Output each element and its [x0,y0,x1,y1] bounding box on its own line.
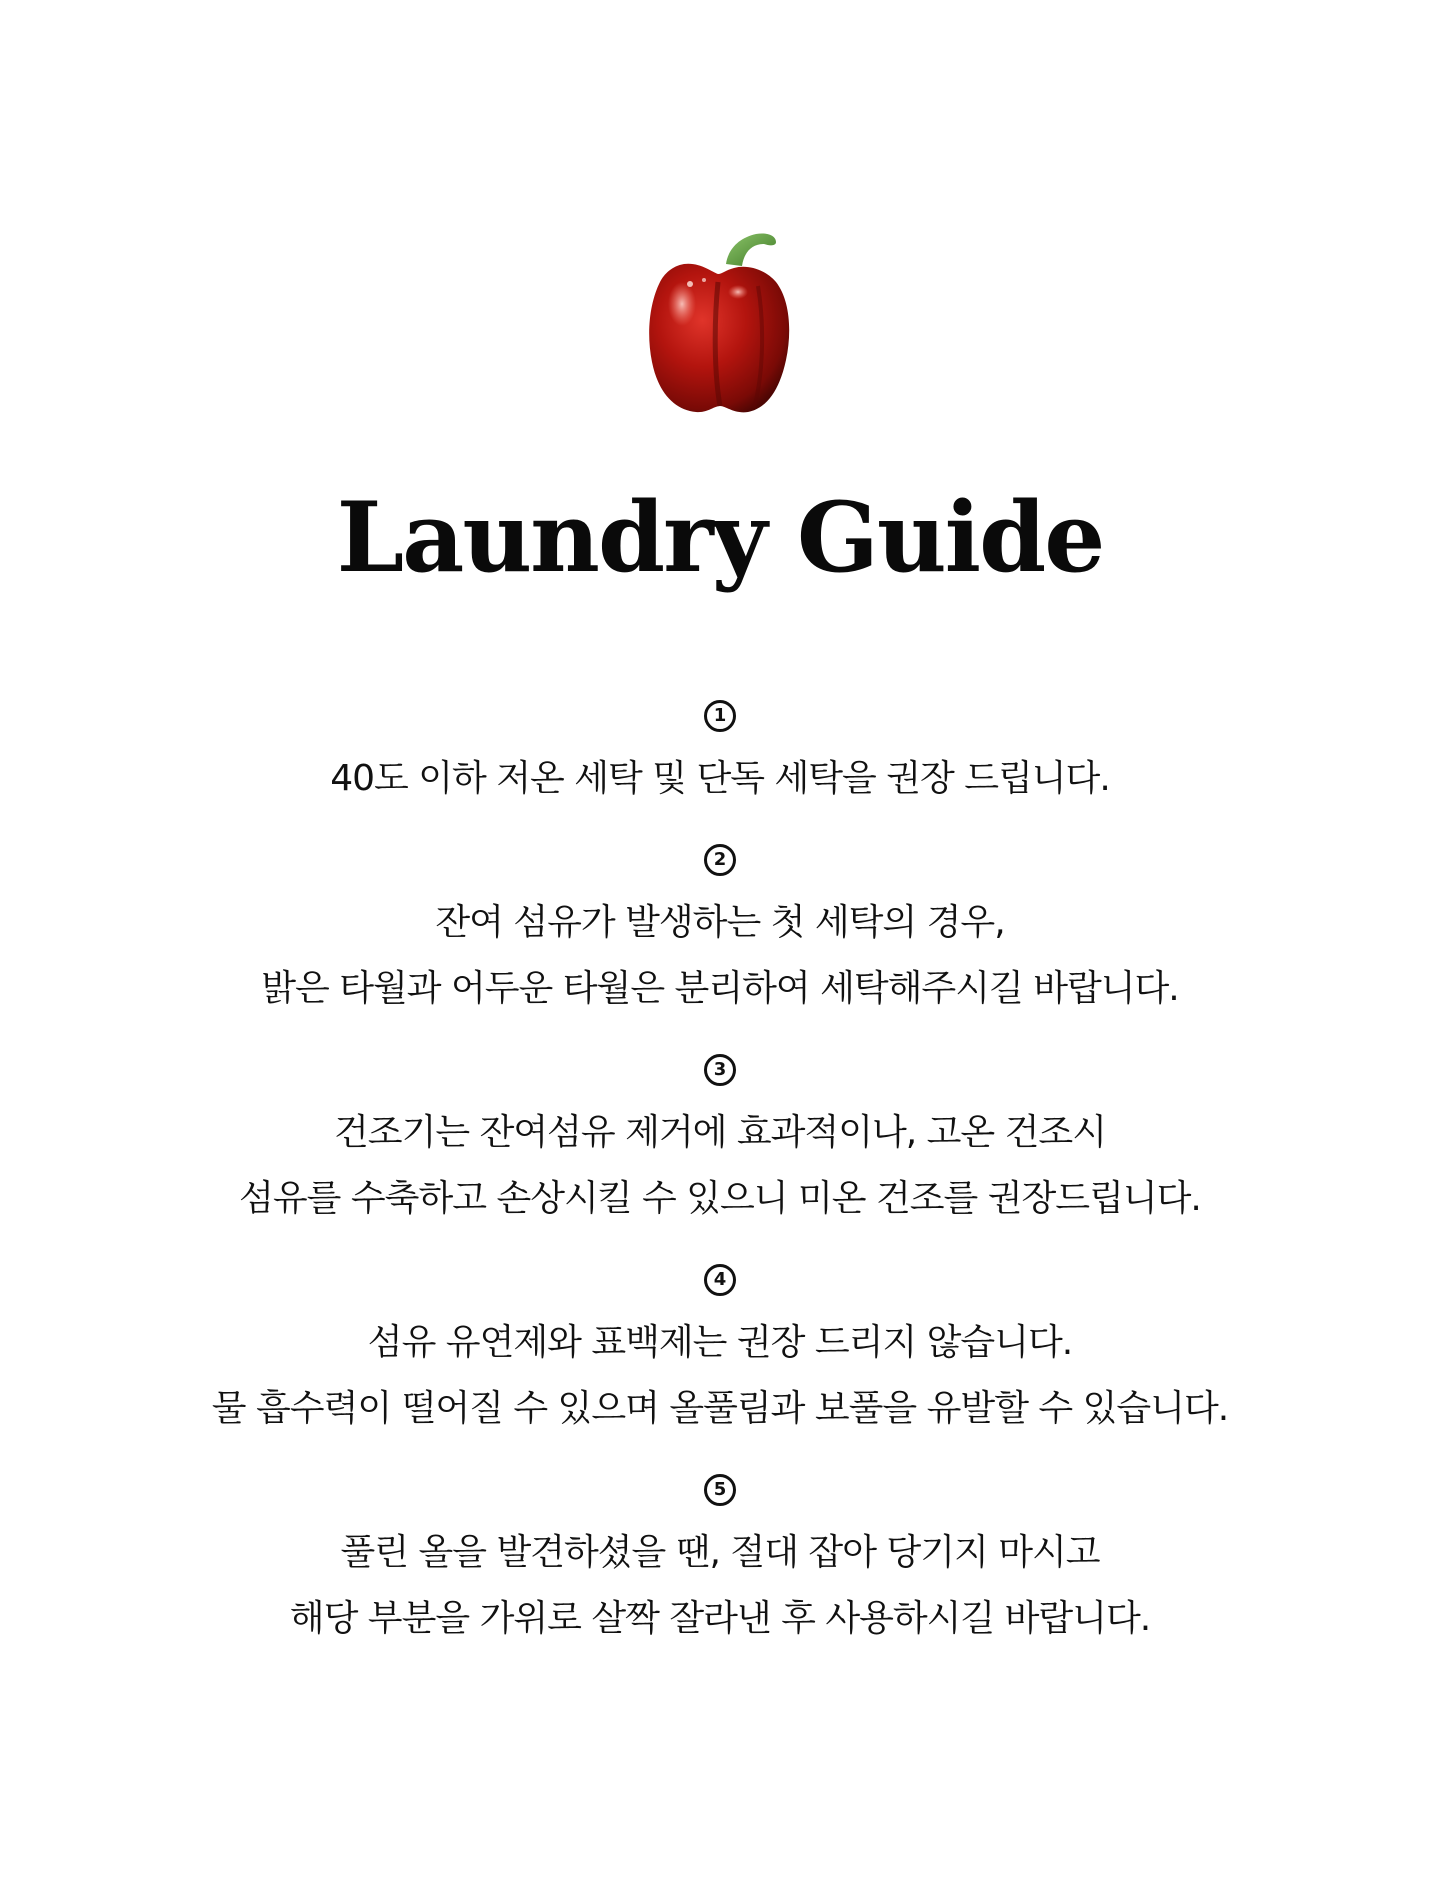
number-badge: 5 [704,1474,736,1506]
bell-pepper-image [630,222,810,422]
guide-item-1 [0,700,1440,812]
page-title: Laundry Guide [336,481,1104,594]
guide-item-5 [0,1474,1440,1652]
guide-item-4 [0,1264,1440,1442]
number-badge: 1 [704,700,736,732]
guide-text-line: 40도 이하 저온 세탁 및 단독 세탁을 권장 드립니다. [330,758,1110,799]
guide-item-2 [0,844,1440,1022]
guide-text-line: 물 흡수력이 떨어질 수 있으며 올풀림과 보풀을 유발할 수 있습니다. [211,1388,1229,1429]
guide-list [0,700,1440,1684]
guide-text-line: 섬유를 수축하고 손상시킬 수 있으니 미온 건조를 권장드립니다. [239,1178,1201,1219]
bell-pepper-icon [630,222,810,422]
guide-text-line: 밝은 타월과 어두운 타월은 분리하여 세탁해주시길 바랍니다. [261,968,1179,1009]
guide-item-3 [0,1054,1440,1232]
guide-text-line: 섬유 유연제와 표백제는 권장 드리지 않습니다. [367,1322,1073,1363]
guide-text-line: 해당 부분을 가위로 살짝 잘라낸 후 사용하시길 바랍니다. [289,1598,1151,1639]
number-badge: 3 [704,1054,736,1086]
guide-text-line: 풀린 올을 발견하셨을 땐, 절대 잡아 당기지 마시고 [340,1532,1100,1573]
number-badge: 2 [704,844,736,876]
guide-text-line: 잔여 섬유가 발생하는 첫 세탁의 경우, [435,902,1005,943]
number-badge: 4 [704,1264,736,1296]
guide-text-line: 건조기는 잔여섬유 제거에 효과적이나, 고온 건조시 [334,1112,1106,1153]
